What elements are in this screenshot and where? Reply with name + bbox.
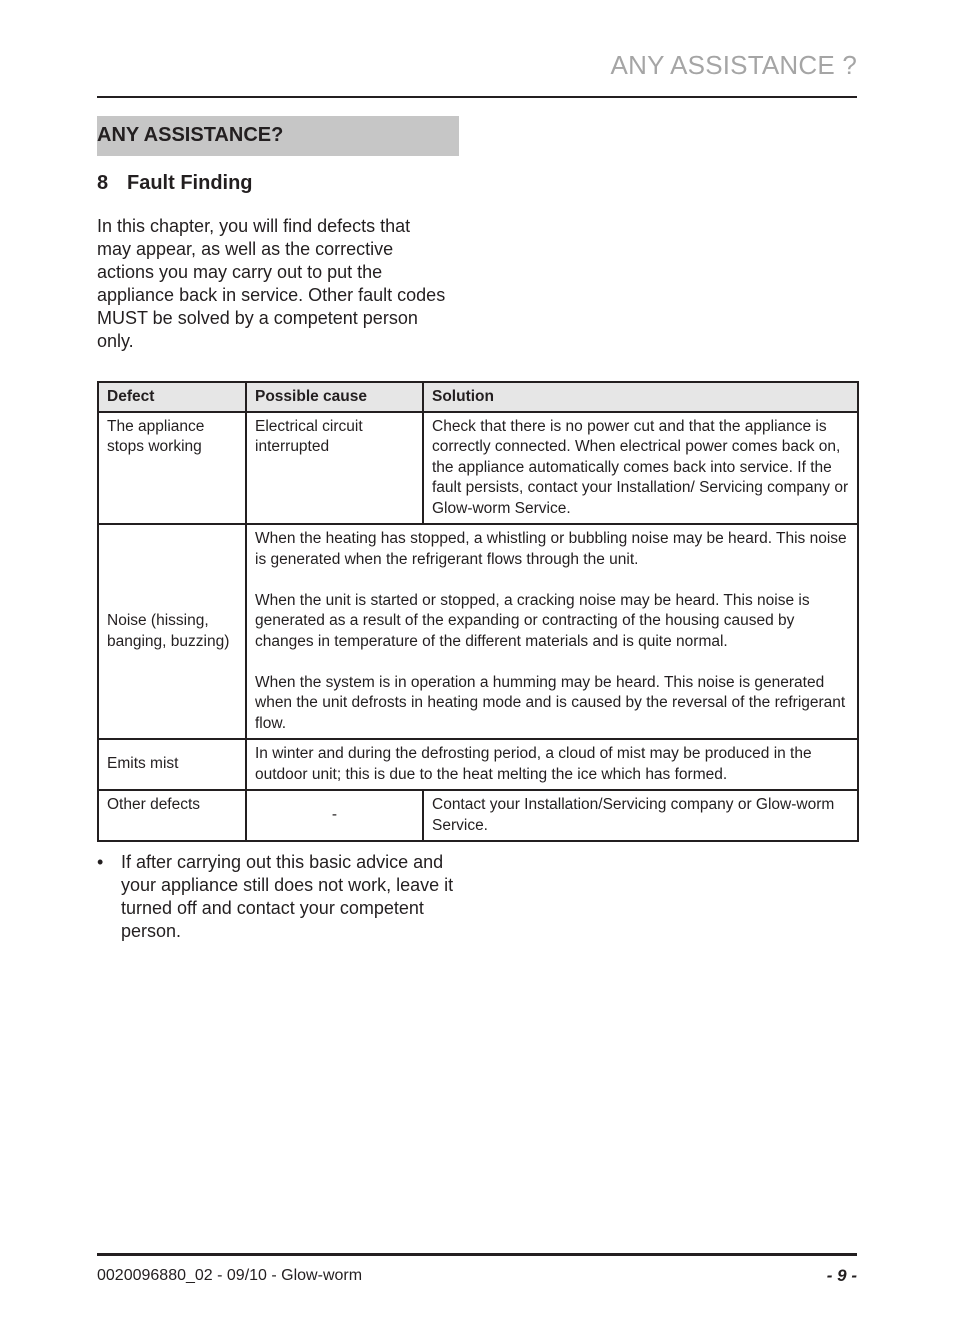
column-header-cause: Possible cause <box>246 382 423 412</box>
table-row <box>98 790 858 841</box>
list-item <box>97 851 457 943</box>
table-header-row <box>98 382 858 412</box>
intro-paragraph: In this chapter, you will find defects that may appear, as well as the corrective actions you may carry out to put the appliance back in service. Other fault codes MUST be solved by a competent person only. <box>97 216 446 351</box>
cell-defect: Other defects <box>98 790 246 841</box>
cell-solution: Check that there is no power cut and that the appliance is correctly connected. When electrical power comes back on, the appliance automatically comes back into service. If the fault persists, contact your Installation/ Servicing company or Glow-worm Service. <box>423 412 858 525</box>
chapter-title: Fault Finding <box>127 172 253 194</box>
cell-cause: - <box>246 790 423 841</box>
document-reference: 0020096880_02 - 09/10 - Glow-worm <box>97 1267 363 1284</box>
table-row <box>98 412 858 525</box>
cell-cause: Electrical circuit interrupted <box>246 412 423 525</box>
cell-defect: Emits mist <box>98 739 246 790</box>
bullet-marker: • <box>97 852 104 872</box>
cell-defect: The appliance stops working <box>98 412 246 525</box>
list-item-text: If after carrying out this basic advice and your appliance still does not work, leave it turned off and contact your competent person. <box>121 852 454 941</box>
section-title: ANY ASSISTANCE? <box>97 124 284 146</box>
cell-merged-explanation <box>246 524 858 739</box>
column-header-defect: Defect <box>98 382 246 412</box>
explanation-paragraph: When the heating has stopped, a whistling or bubbling noise may be heard. This noise is generated when the refrigerant flows through the unit. <box>255 530 847 568</box>
cell-defect: Noise (hissing, banging, buzzing) <box>98 524 246 739</box>
page-number: - 9 - <box>826 1266 857 1285</box>
header-divider <box>97 96 857 98</box>
chapter-number: 8 <box>97 172 109 194</box>
cell-solution: Contact your Installation/Servicing company or Glow-worm Service. <box>423 790 858 841</box>
explanation-paragraph: When the system is in operation a humming may be heard. This noise is generated when the unit defrosts in heating mode and is caused by the reversal of the refrigerant flow. <box>255 673 846 732</box>
column-header-solution: Solution <box>423 382 858 412</box>
chapter-heading <box>97 172 253 195</box>
table-row <box>98 524 858 739</box>
table-row <box>98 739 858 790</box>
page-header-title: ANY ASSISTANCE ? <box>610 50 857 80</box>
advice-list <box>97 851 457 943</box>
fault-table <box>97 381 859 842</box>
cell-merged-explanation: In winter and during the defrosting period, a cloud of mist may be produced in the outdoor unit; this is due to the heat melting the ice which has formed. <box>246 739 858 790</box>
footer-divider <box>97 1253 857 1256</box>
explanation-paragraph: When the unit is started or stopped, a cracking noise may be heard. This noise is generated as a result of the expanding or contracting of the housing caused by changes in temperature of the different materials and is quite normal. <box>255 591 810 650</box>
section-title-bar <box>97 116 459 156</box>
